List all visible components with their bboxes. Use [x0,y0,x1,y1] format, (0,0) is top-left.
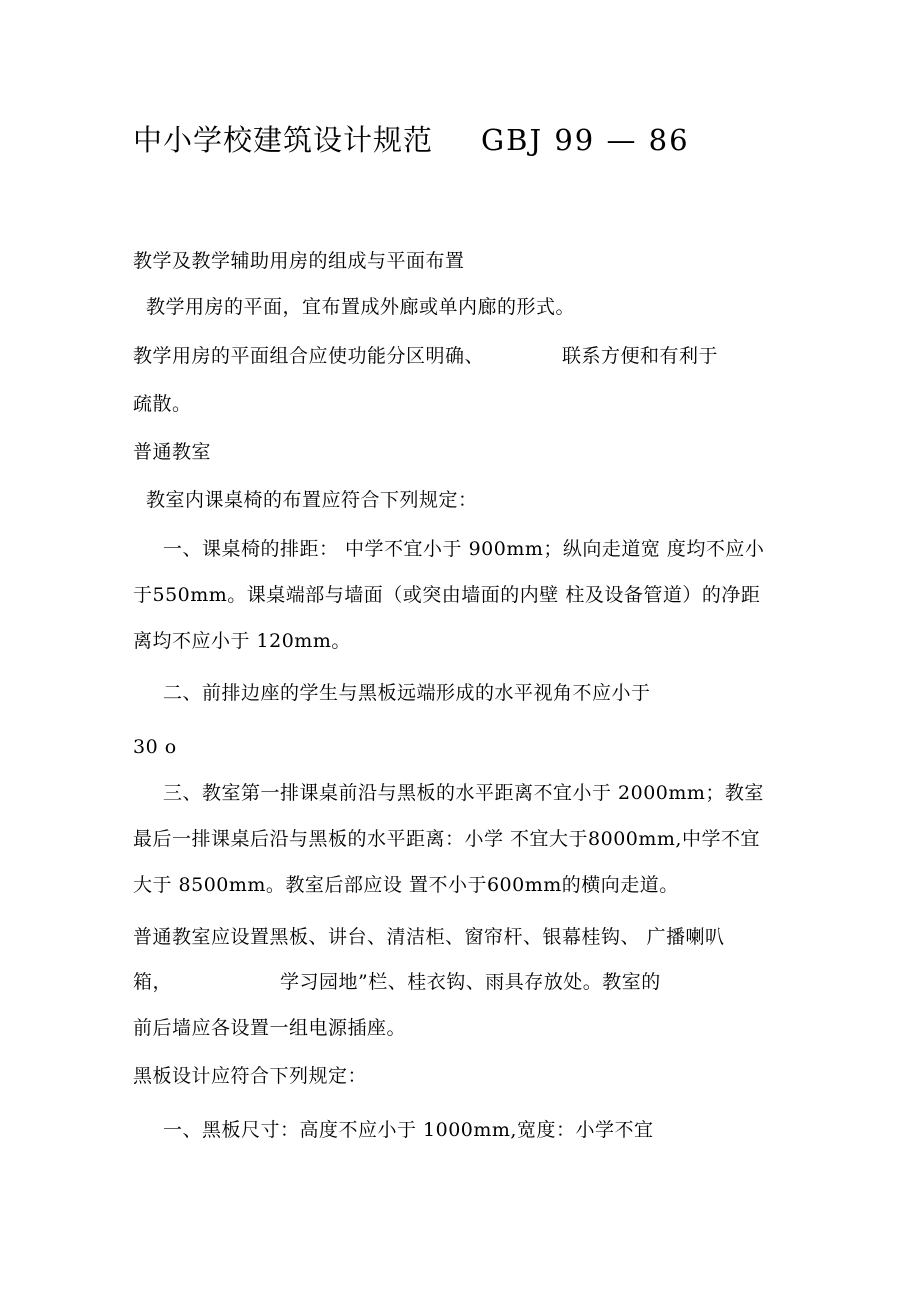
paragraph-line [133,343,718,369]
paragraph-line: 普通教室应设置黑板、讲台、清洁柜、窗帘杆、银幕桂钩、 广播喇叭 [133,926,725,948]
section-heading-classroom: 普通教室 [133,441,212,463]
paragraph-line: 最后一排课桌后沿与黑板的水平距离：小学 不宜大于8000mm,中学不宜 [133,828,760,850]
paragraph-line: 三、教室第一排课桌前沿与黑板的水平距离不宜小于 2000mm；教室 [163,782,764,804]
line-part: 联系方便和有利于 [562,345,719,367]
paragraph-line: 教学用房的平面，宜布置成外廊或单内廊的形式。 [146,296,576,318]
paragraph-line: 离均不应小于 120mm。 [133,630,351,652]
line-part: 箱， [133,971,173,993]
line-part: 学习园地”栏、桂衣钩、雨具存放处。教室的 [280,971,661,993]
paragraph-line: 于550mm。课桌端部与墙面（或突由墙面的内壁 柱及设备管道）的净距 [133,584,761,606]
document-title [133,120,690,160]
line-part: 教学用房的平面组合应使功能分区明确、 [133,345,485,367]
title-text: 中小学校建筑设计规范 [133,123,434,157]
standard-code: GBJ 99 — 86 [481,123,690,157]
paragraph-line: 疏散。 [133,393,192,415]
paragraph-line: 30 o [133,736,177,758]
paragraph-line: 教室内课桌椅的布置应符合下列规定： [146,489,478,511]
section-heading-blackboard: 黑板设计应符合下列规定： [133,1065,368,1087]
paragraph-line: 一、课桌椅的排距： 中学不宜小于 900mm；纵向走道宽 度均不应小 [163,538,765,560]
section-heading-layout: 教学及教学辅助用房的组成与平面布置 [133,250,465,272]
paragraph-line: 一、黑板尺寸：高度不应小于 1000mm,宽度：小学不宜 [163,1119,654,1141]
paragraph-line: 二、前排边座的学生与黑板远端形成的水平视角不应小于 [163,682,651,704]
paragraph-line: 前后墙应各设置一组电源插座。 [133,1017,407,1039]
paragraph-line: 大于 8500mm。教室后部应设 置不小于600mm的横向走道。 [133,874,679,896]
paragraph-line [133,969,661,995]
